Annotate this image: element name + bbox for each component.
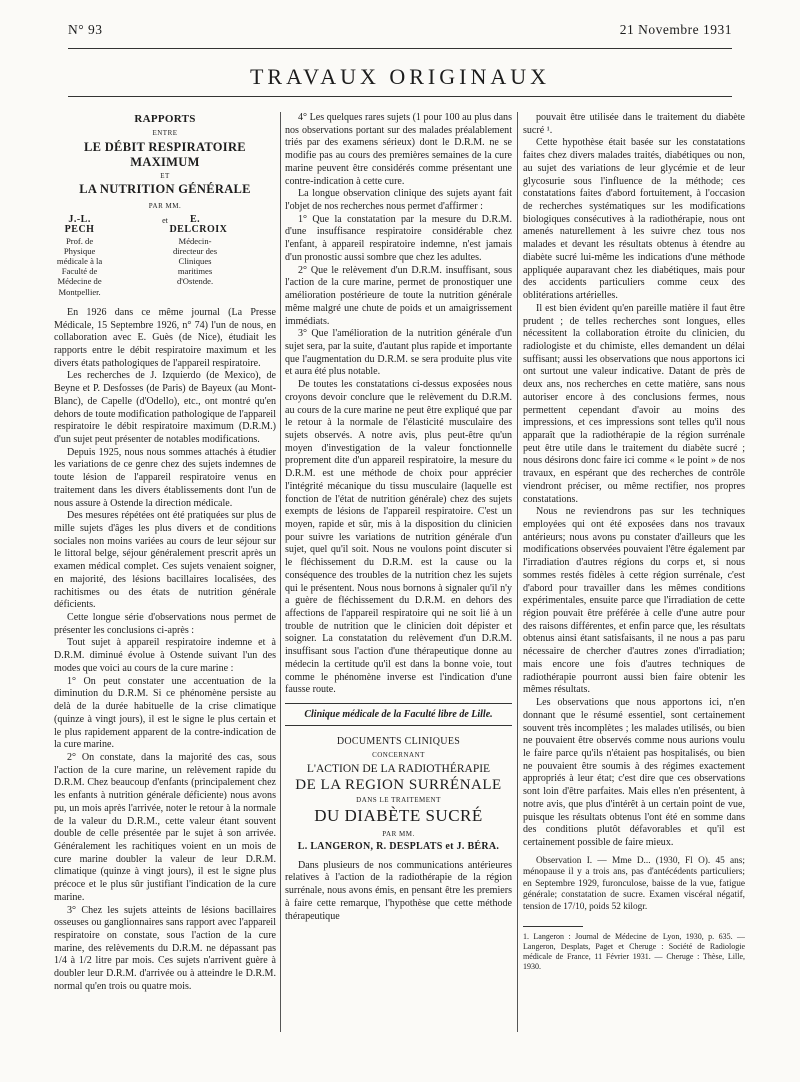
header-rule xyxy=(68,48,732,49)
column-1 xyxy=(54,112,276,1032)
paragraph: 2° Que le relèvement d'un D.R.M. insuffisant, sous l'action de la cure marine, permet de pronostiquer une amélioration postérieure de toute la nutrition générale même malgré une chute de poids et un amaigrissement immédiats. xyxy=(285,264,512,327)
footnote-rule xyxy=(523,926,583,927)
paragraph: 2° On constate, dans la majorité des cas, sous l'action de la cure marine, un relèvement rapide du D.R.M. Chez beaucoup d'enfants (principalement chez les enfants à nutrition générale déficiente) nous avons pu, un mois après l'arrivée, noter le retour à la normale de la valeur du D.R.M., cette valeur étant souvent double de celle présentée par le sujet à son arrivée. Généralement les rachitiques voient en un mois de cure marine doubler la valeur de leur D.R.M. climatique (quinze à vingt jours), il est le signe plus précoce et le plus sûr justifiant l'indication de la cure marine. xyxy=(54,751,276,903)
article2-kicker: DOCUMENTS CLINIQUES xyxy=(336,736,461,748)
article1-par: PAR MM. xyxy=(148,202,182,211)
article2-clinic: Clinique médicale de la Faculté libre de Lille. xyxy=(304,709,493,721)
article2-title-line3: DU DIABÈTE SUCRÉ xyxy=(314,806,483,826)
author-name: J.-L. PECH xyxy=(64,214,95,236)
article1-body-col1 xyxy=(54,307,276,994)
paragraph: 1° Que la constatation par la mesure du D.R.M. d'une insuffisance respiratoire considérable chez l'enfant, à appareil respiratoire indemne, n'est jamais d'un pronostic aussi sombre que chez les adultes. xyxy=(285,213,512,263)
paragraph: Depuis 1925, nous nous sommes attachés à étudier les variations de ce genre chez des sujets indemnes de toute lésion de l'appareil respiratoire venus en traitement dans les divers établissements dont l'un de nous assure à Ostende la direction médicale. xyxy=(54,446,276,509)
article1-entre: ENTRE xyxy=(152,129,178,137)
clinic-rule-bottom xyxy=(285,725,512,726)
paragraph: Nous ne reviendrons pas sur les techniques employées qui ont été exposées dans nos travaux antérieurs; nous avons pu constater d'ailleurs que les modifications observées pouvaient l'être également par l'irradiation d'autres régions du corps et, si nous sommes restés fidèles à cette région surrénale, c'est d'abord pour travailler dans les mêmes conditions expérimentales, ensuite parce que l'irradiation de cette région pouvait être préférée à celle d'une autre pour des raisons différentes, et enfin parce que, les résultats obtenus ainsi étant satisfaisants, il ne nous a pas paru nécessaire de chercher d'autres zones d'irradiation; mais encore une fois d'autres techniques de radiothérapie pourront aussi bien faire obtenir les mêmes résultats. xyxy=(523,506,745,696)
paragraph: 4° Les quelques rares sujets (1 pour 100 au plus dans nos observations portant sur des malades préalablement triés par des examens sérieux) dont le D.R.M. ne se modifie pas au cours des premières semaines de la cure marine peuvent être considérés comme présentant une contre-indication à cette cure. xyxy=(285,112,512,187)
issue-number: N° 93 xyxy=(68,22,103,37)
author-name: E. DELCROIX xyxy=(169,214,228,236)
paragraph: Des mesures répétées ont été pratiquées sur plus de mille sujets d'âges les plus divers et de conditions sociales non moins variées au cours de leur séjour sur le littoral belge, séjour généralement prescrit après un examen médical complet. Ces sujets venaient soigner, en majorité, des lésions bacillaires localisées, des rachitismes ou des états de nutrition générale déficients. xyxy=(54,510,276,611)
paragraph: La longue observation clinique des sujets ayant fait l'objet de nos recherches nous permet d'affirmer : xyxy=(285,188,512,213)
section-title: TRAVAUX ORIGINAUX xyxy=(249,64,551,89)
section-rule xyxy=(68,96,732,97)
paragraph: Les recherches de J. Izquierdo (de Mexico), de Beyne et P. Desfosses (de Paris) de Bayeux (au Mont-Blanc), de Capelle (d'Odello), etc., ont montré qu'en dehors de toute modification pathologique de l'appareil respiratoire le débit respiratoire maximum (D.R.M.) d'un sujet peut présenter de notables modifications. xyxy=(54,370,276,445)
column-3 xyxy=(523,112,745,1047)
author-delcroix xyxy=(169,215,276,297)
article1-body-col2 xyxy=(285,112,512,697)
paragraph: pouvait être utilisée dans le traitement du diabète sucré ¹. xyxy=(523,112,745,136)
author-affiliation: Prof. de Physique médicale à la Faculté de Médecine de Montpellier. xyxy=(56,235,103,297)
paragraph: De toutes les constatations ci-dessus exposées nous croyons devoir conclure que le relèvement du D.R.M. au cours de la cure marine ne peut être expliqué que par le retour à la normale de l'élasticité musculaire des sujets observés. A notre avis, plus peut-être qu'un moyen d'investigation de la valeur fonctionnelle proprement dite d'un appareil respiratoire, la mesure du D.R.M. est une méthode de choix pour apprécier l'intégrité mécanique du tissu musculaire (laquelle est fonction de l'état de nutrition générale) chez des sujets exempts de lésions de l'appareil respiratoire. C'est un moyen, rapide et sûr, mis à la disposition du clinicien pour suivre les variations de nutrition générale d'un sujet, quel qu'il soit. Nous ne voulons point discuter si le fléchissement du D.R.M. est la cause ou la conséquence des troubles de la nutrition chez les sujets qui le présentent. Nous nous bornons à signaler qu'il n'y a guère de fléchissement du D.R.M. en dehors des affections de l'appareil respiratoire qui ne soit lié à un trouble de nutrition que le clinicien doit dépister et soigner. La constatation du relèvement d'un D.R.M. insuffisant sous l'action d'une thérapeutique donne au médecin la certitude qu'il est dans la bonne voie, tout comme le phénomène inverse est l'indication d'une fausse route. xyxy=(285,379,512,696)
paragraph: Tout sujet à appareil respiratoire indemne et à D.R.M. diminué évolue à Ostende suivant l'un des modes que voici au cours de la cure marine : xyxy=(54,637,276,674)
article1-authors xyxy=(54,215,276,297)
article2-body-col3 xyxy=(523,112,745,850)
article2-authors: L. LANGERON, R. DESPLATS et J. BÉRA. xyxy=(297,840,500,852)
paragraph: 1° On peut constater une accentuation de la diminution du D.R.M. Si ce phénomène persiste au delà de la durée habituelle de la crise climatique (quinze à vingt jours), il est le signe le plus certain et le plus rapidement apparent de la contre-indication de la cure marine. xyxy=(54,675,276,751)
article1-et: ET xyxy=(160,171,170,180)
paragraph: Cette hypothèse était basée sur les constatations faites chez divers malades traités, diabétiques ou non, au sujet des variations de leur glycémie et de leur glycosurie sous l'influence de la méthode; ces constatations faites d'abord fortuitement, à l'occasion de recherches systématiques sur les modifications biologiques consécutives à la radiothérapie, nous ont amenés naturellement à les suivre chez tous nos malades et devant les résultats obtenus à étendre au diabète sucré lui-même les indications d'une méthode appliquée auparavant chez les diabétiques, mais pour des accidents particuliers comme ceux des oblitérations artérielles. xyxy=(523,137,745,302)
paragraph: Cette longue série d'observations nous permet de présenter les conclusions ci-après : xyxy=(54,612,276,636)
column-2 xyxy=(285,112,512,1082)
paragraph: 3° Que l'amélioration de la nutrition générale d'un sujet sera, par la suite, d'autant plus rapide et importante que l'augmentation du D.R.M. se sera produite plus vite et aura été plus notable. xyxy=(285,328,512,378)
author-pech xyxy=(54,215,161,297)
observation-1: Observation I. — Mme D... (1930, Fl O). 45 ans; ménopause il y a trois ans, pas d'antécédents particuliers; en Septembre 1929, furonculose, baisse de la vue, fatigue générale; constatation de sucre. Examen viscéral négatif, tension de 17/10, poids 52 kilogr. xyxy=(523,855,745,913)
issue-date: 21 Novembre 1931 xyxy=(619,22,732,37)
article2-body-col2 xyxy=(285,860,512,924)
paragraph: En 1926 dans ce même journal (La Presse Médicale, 15 Septembre 1926, n° 74) l'un de nous, en collaboration avec E. Guès (de Nice), étudiait les rapports entre le débit respiratoire maximum et les divers états pathologiques de l'appareil respiratoire. xyxy=(54,306,276,369)
column-rule-2 xyxy=(517,112,518,1032)
page-header xyxy=(68,22,732,42)
article2-title-line2: DE LA REGION SURRÉNALE xyxy=(295,776,502,793)
article2-concernant: CONCERNANT xyxy=(372,750,425,759)
paragraph: Dans plusieurs de nos communications antérieures relatives à l'action de la radiothérapie de la région surrénale, nous avons émis, en pensant être les premiers à faire cette remarque, l'hypothèse que cette méthode thérapeutique xyxy=(285,859,512,922)
paragraph: Il est bien évident qu'en pareille matière il faut être prudent ; de telles recherches sont longues, elles nécessitent la collaboration étroite du clinicien, du radiologiste et du chimiste, elles demandent un délai suffisant; aussi les observations que nous apportons ici ont surtout une valeur indicative. Datant de près de deux ans, nos recherches en cette matière, sans nous autoriser encore à des conclusions fermes, nous permettent cependant d'avoir au moins des impressions, et ces impressions sont telles qu'il nous apparaît que la radiothérapie de la région surrénale peut être utile dans le traitement du diabète sucré ; nous désirons donc faire ici comme « le point » de nos travaux, en espérant que des recherches de contrôle viendront préciser, ou même rectifier, nos propres constatations. xyxy=(523,302,745,505)
footnote: 1. Langeron : Journal de Médecine de Lyon, 1930, p. 635. — Langeron, Desplats, Paget et Cheruge : Société de Radiologie médicale de France, 11 Février 1931. — Cheruge : Thèse, Lille, 1930. xyxy=(523,931,745,971)
author-affiliation: Médecin-directeur des Cliniques maritimes d'Ostende. xyxy=(172,235,218,287)
article2-dans-le-traitement: DANS LE TRAITEMENT xyxy=(356,795,441,804)
article1-title-line2: LA NUTRITION GÉNÉRALE xyxy=(79,182,251,197)
column-rule-1 xyxy=(280,112,281,1032)
paragraph: Les observations que nous apportons ici, n'en donnant que le résumé essentiel, sont certainement souvent très incomplètes ; les malades utilisés, ou bien ne pouvaient être observés comme nous aurions voulu le faire parce qu'ils n'étaient pas hospitalisés, ou bien ne pouvaient être soumis à des régimes exactement appropriés à leur état; c'est dire que ces observations sont loin d'être parfaites. Mais elles n'en présentent, à notre avis, que plus d'intérêt à un certain point de vue, puisque les résultats obtenus l'ont été en somme dans des conditions plutôt défavorables et qu'il est certainement possible de faire mieux. xyxy=(523,697,745,848)
article2-title-line1: L'ACTION DE LA RADIOTHÉRAPIE xyxy=(306,762,491,775)
article1-title-line1: LE DÉBIT RESPIRATOIRE MAXIMUM xyxy=(84,139,246,169)
author-separator: et xyxy=(162,216,168,226)
clinic-rule-top xyxy=(285,703,512,704)
article2-par: PAR MM. xyxy=(382,830,415,839)
paragraph: 3° Chez les sujets atteints de lésions bacillaires osseuses ou ganglionnaires sans rapport avec l'appareil respiratoire on constate, sous l'action de la cure marine, des relèvements du D.R.M. ne dépassant pas 1/4 à 1/2 litre par mois. Ces sujets n'arrivent guère à doubler leur D.R.M. d'arrivée ou à atteindre le D.R.M. normal qu'en trois ou quatre mois. xyxy=(54,904,276,992)
article1-kicker: RAPPORTS xyxy=(134,113,196,125)
